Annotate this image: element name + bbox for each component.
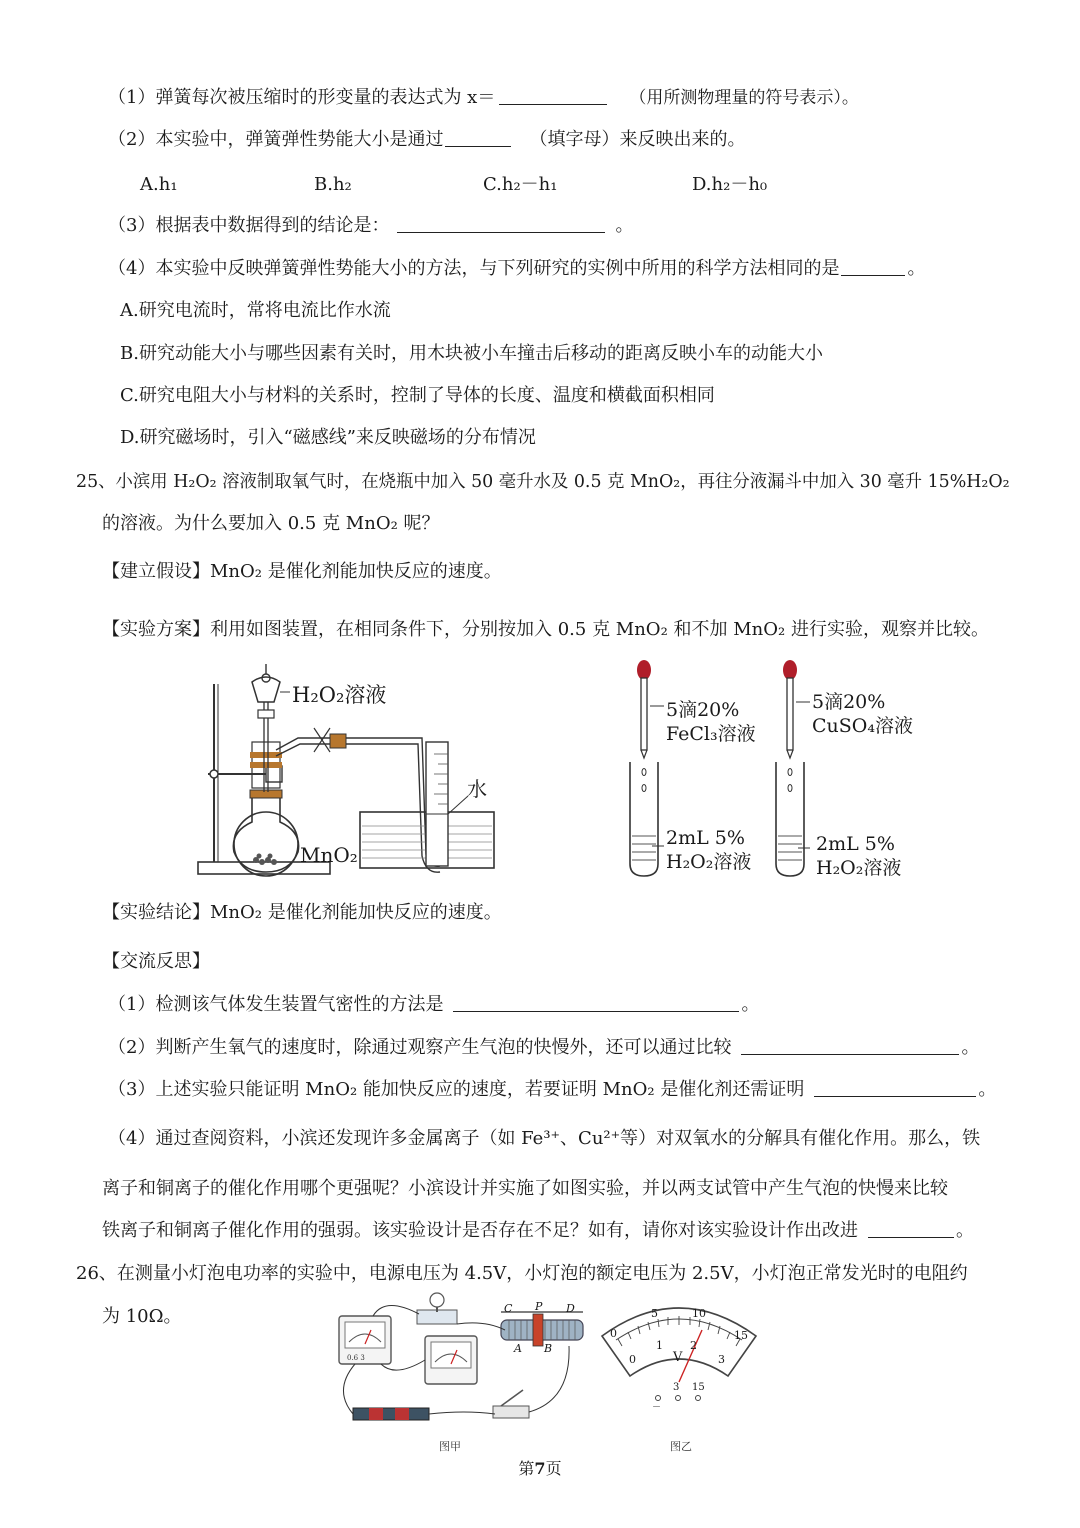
terminal-15: 15 xyxy=(692,1382,705,1393)
q24-option-a: A.h₁ xyxy=(140,174,178,195)
q24-part2: （2）本实验中，弹簧弹性势能大小是通过 （填字母）来反映出来的。 xyxy=(108,129,746,150)
q26-stem-line2: 为 10Ω。 xyxy=(102,1306,182,1327)
q25-plan: 【实验方案】利用如图装置，在相同条件下，分别按加入 0.5 克 MnO₂ 和不加 MnO₂ 进行实验，观察并比较。 xyxy=(102,619,989,640)
q24-part4: （4）本实验中反映弹簧弹性势能大小的方法，与下列研究的实例中所用的科学方法相同的是 。 xyxy=(108,258,926,279)
q25-hypothesis: 【建立假设】MnO₂ 是催化剂能加快反应的速度。 xyxy=(102,561,502,582)
q25-conclusion: 【实验结论】MnO₂ 是催化剂能加快反应的速度。 xyxy=(102,902,502,923)
dial-inner-2: 2 xyxy=(690,1339,697,1352)
q24-choice-a: A.研究电流时，常将电流比作水流 xyxy=(120,300,391,321)
answer-blank xyxy=(445,128,511,147)
answer-blank xyxy=(841,257,905,276)
dial-inner-1: 1 xyxy=(656,1339,663,1352)
q24-part3: （3）根据表中数据得到的结论是： 。 xyxy=(108,215,634,236)
q25-reflection-tag: 【交流反思】 xyxy=(102,951,210,972)
rheostat-label-a: A xyxy=(514,1342,522,1355)
section-tag: 【建立假设】 xyxy=(102,561,210,582)
rheostat-label-b: B xyxy=(544,1342,553,1355)
answer-blank xyxy=(499,86,607,105)
figure-caption-jia: 图甲 xyxy=(439,1440,461,1453)
tube1-h2o2-line1: 2mL 5% xyxy=(666,827,745,849)
tube1-h2o2-line2: H₂O₂溶液 xyxy=(666,851,752,873)
fecl3-label-line2: FeCl₃溶液 xyxy=(666,723,756,745)
answer-blank xyxy=(453,993,739,1012)
rheostat-label-d: D xyxy=(566,1302,575,1315)
h2o2-solution-label: H₂O₂溶液 xyxy=(292,683,387,707)
q26-stem-line1: 26、在测量小灯泡电功率的实验中，电源电压为 4.5V，小灯泡的额定电压为 2.5V，小灯泡正常发光时的电阻约 xyxy=(76,1263,968,1284)
q25-stem-line1: 25、小滨用 H₂O₂ 溶液制取氧气时，在烧瓶中加入 50 毫升水及 0.5 克 MnO₂，再往分液漏斗中加入 30 毫升 15%H₂O₂ xyxy=(76,472,1010,492)
q24-choice-d: D.研究磁场时，引入“磁感线”来反映磁场的分布情况 xyxy=(120,427,536,448)
cuso4-label-line2: CuSO₄溶液 xyxy=(812,715,913,737)
terminal-3: 3 xyxy=(673,1382,680,1393)
q25-stem-line2: 的溶液。为什么要加入 0.5 克 MnO₂ 呢？ xyxy=(102,513,440,534)
answer-blank xyxy=(741,1036,959,1055)
dial-unit: V xyxy=(673,1350,683,1365)
q25-reflect-3: （3）上述实验只能证明 MnO₂ 能加快反应的速度，若要证明 MnO₂ 是催化剂还需证明 。 xyxy=(108,1079,997,1100)
terminal-minus: － xyxy=(652,1403,662,1413)
tube2-h2o2-line2: H₂O₂溶液 xyxy=(816,857,902,879)
q25-reflect-2: （2）判断产生氧气的速度时，除通过观察产生气泡的快慢外，还可以通过比较 。 xyxy=(108,1037,980,1058)
answer-blank xyxy=(397,214,605,233)
fecl3-label-line1: 5滴20% xyxy=(666,699,740,721)
q25-reflect-4-line1: （4）通过查阅资料，小滨还发现许多金属离子（如 Fe³⁺、Cu²⁺等）对双氧水的分解具有催化作用。那么，铁 xyxy=(108,1128,981,1149)
tube2-h2o2-line1: 2mL 5% xyxy=(816,833,895,855)
answer-blank xyxy=(868,1219,954,1238)
water-label: 水 xyxy=(467,777,487,801)
circuit-figure xyxy=(325,1290,590,1440)
dial-inner-3: 3 xyxy=(718,1353,725,1366)
q24-option-d: D.h₂－h₀ xyxy=(692,174,768,195)
dial-outer-0: 0 xyxy=(610,1327,617,1340)
q24-choice-b: B.研究动能大小与哪些因素有关时，用木块被小车撞击后移动的距离反映小车的动能大小 xyxy=(120,343,823,364)
dial-outer-15: 15 xyxy=(734,1329,748,1342)
figure-caption-yi: 图乙 xyxy=(670,1440,692,1453)
q24-choice-c: C.研究电阻大小与材料的关系时，控制了导体的长度、温度和横截面积相同 xyxy=(120,385,715,406)
q25-reflect-1: （1）检测该气体发生装置气密性的方法是 。 xyxy=(108,994,760,1015)
q24-option-b: B.h₂ xyxy=(314,174,352,195)
q25-reflect-4-line3: 铁离子和铜离子催化作用的强弱。该实验设计是否存在不足？如有，请你对该实验设计作出改进 。 xyxy=(102,1220,974,1241)
page-number: 第7页 xyxy=(518,1459,562,1478)
ammeter-scale: 0.6 3 xyxy=(347,1354,365,1362)
dial-outer-5: 5 xyxy=(651,1307,658,1320)
dial-outer-10: 10 xyxy=(692,1307,706,1320)
q24-part1: （1）弹簧每次被压缩时的形变量的表达式为 x＝ （用所测物理量的符号表示）。 xyxy=(108,87,859,108)
rheostat-label-p: P xyxy=(535,1300,543,1313)
answer-blank xyxy=(814,1078,976,1097)
rheostat-label-c: C xyxy=(504,1302,513,1315)
dial-inner-0: 0 xyxy=(629,1353,636,1366)
q24-option-c: C.h₂－h₁ xyxy=(483,174,558,195)
mno2-label: MnO₂ xyxy=(300,843,358,867)
cuso4-label-line1: 5滴20% xyxy=(812,691,886,713)
q25-reflect-4-line2: 离子和铜离子的催化作用哪个更强呢？小滨设计并实施了如图实验，并以两支试管中产生气泡的快慢来比较 xyxy=(102,1178,948,1199)
section-tag: 【实验结论】 xyxy=(102,902,210,923)
section-tag: 【实验方案】 xyxy=(102,619,210,640)
